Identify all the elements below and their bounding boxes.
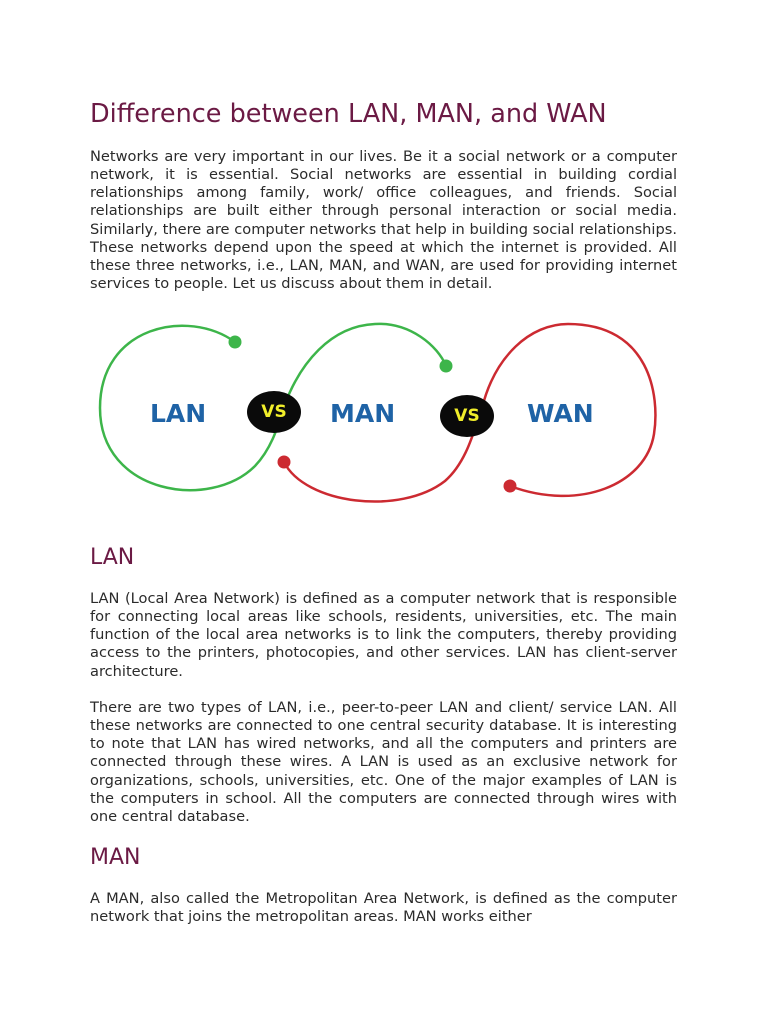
wan-loop-dot — [504, 480, 517, 493]
man-upper-curve — [285, 324, 446, 404]
man-upper-dot — [440, 360, 453, 373]
man-heading: MAN — [90, 845, 141, 870]
intro-paragraph: Networks are very important in our lives. Be it a social network or a computer network, it is essential. Social networks are essential in building cordial relationships among family, work/ office colleagues, and friends. Social relationships are built either through personal interaction or social media. Similarly, there are computer networks that help in building social relationships. These networks depend upon the speed at which the internet is provided. All these three networks, i.e., LAN, MAN, and WAN, are used for providing internet services to people. Let us discuss about them in detail. — [90, 148, 677, 293]
man-paragraph-1: A MAN, also called the Metropolitan Area Network, is defined as the computer network that joins the metropolitan areas. MAN works either — [90, 890, 677, 926]
lan-heading: LAN — [90, 545, 135, 570]
vs-badge-2: VS — [440, 395, 494, 437]
lan-man-wan-diagram — [90, 316, 670, 512]
lan-paragraph-2: There are two types of LAN, i.e., peer-to-peer LAN and client/ service LAN. All these networks are connected to one central security database. It is interesting to note that LAN has wired networks, and all the computers and printers are connected through these wires. A LAN is used as an exclusive network for organizations, schools, universities, etc. One of the major examples of LAN is the computers in school. All the computers are connected through wires with one central database. — [90, 699, 677, 825]
lan-loop-dot — [229, 336, 242, 349]
page-title: Difference between LAN, MAN, and WAN — [90, 99, 607, 129]
man-label: MAN — [330, 399, 396, 428]
lan-label: LAN — [150, 399, 207, 428]
man-lower-dot — [278, 456, 291, 469]
lan-paragraph-1: LAN (Local Area Network) is defined as a computer network that is responsible for connecting local areas like schools, residents, universities, etc. The main function of the local area networks is to link the computers, thereby providing access to the printers, photocopies, and other services. LAN has client-server architecture. — [90, 590, 677, 680]
vs-badge-1: VS — [247, 391, 301, 433]
wan-label: WAN — [527, 399, 594, 428]
